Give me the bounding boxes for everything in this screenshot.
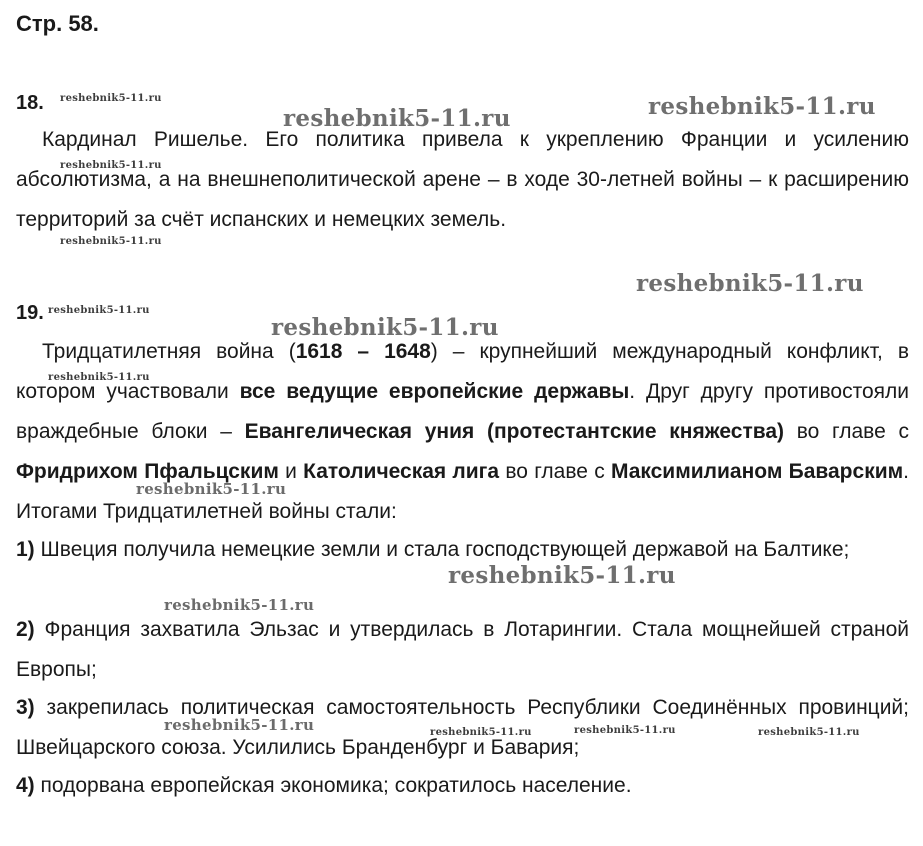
result-text-3: закрепилась политическая самостоятельность Республики Соединённых провинций; Швейцарского союза. Усилились Бранденбург и Бавария; [16, 696, 909, 759]
question-18-number: 18. [16, 92, 44, 114]
result-item-4 [16, 766, 909, 806]
result-text-4: подорвана европейская экономика; сократилось население. [34, 774, 632, 797]
watermark-medium: reshebnik5-11.ru [164, 716, 315, 734]
watermark-small: reshebnik5-11.ru [48, 372, 150, 383]
result-text-2: Франция захватила Эльзас и утвердилась в Лотарингии. Стала мощнейшей страной Европы; [16, 618, 909, 681]
intro-evangelical-union: Евангелическая уния (протестантские княжества) [244, 420, 785, 443]
watermark-medium: reshebnik5-11.ru [164, 596, 315, 614]
intro-text-2: ) – крупнейший международный конфликт, в котором участвовали [16, 340, 909, 403]
result-number-4: 4) [16, 774, 35, 797]
page-title: Стр. 58. [16, 11, 99, 36]
watermark-medium: reshebnik5-11.ru [136, 480, 287, 498]
question-19-number: 19. [16, 302, 44, 324]
watermark-small: reshebnik5-11.ru [758, 727, 860, 738]
result-text-1: Швеция получила немецкие земли и стала господствующей державой на Балтике; [34, 538, 850, 561]
result-number-1: 1) [16, 538, 35, 561]
result-number-2: 2) [16, 618, 35, 641]
intro-text-3: . Друг другу противостояли враждебные блоки – [16, 380, 909, 443]
question-19-intro [16, 332, 909, 532]
watermark-small: reshebnik5-11.ru [574, 725, 676, 736]
watermark-small: reshebnik5-11.ru [60, 236, 162, 247]
question-18-answer: Кардинал Ришелье. Его политика привела к укреплению Франции и усилению абсолютизма, а на внешнеполитической арене – в ходе 30-летней войны – к расширению территорий за счёт испанских и немецких земель. [16, 128, 909, 231]
result-item-2 [16, 610, 909, 690]
intro-text-4: во главе с [784, 420, 909, 443]
watermark-large: reshebnik5-11.ru [283, 105, 511, 132]
intro-text-6: во главе с [499, 460, 611, 483]
intro-frederick: Фридрихом Пфальцским [16, 460, 279, 483]
result-number-3: 3) [16, 696, 35, 719]
watermark-small: reshebnik5-11.ru [60, 93, 162, 104]
intro-text-7: . Итогами Тридцатилетней войны стали: [16, 460, 909, 523]
watermark-large: reshebnik5-11.ru [648, 93, 876, 120]
intro-catholic-league: Католическая лига [303, 460, 500, 483]
watermark-large: reshebnik5-11.ru [448, 562, 676, 589]
watermark-large: reshebnik5-11.ru [271, 314, 499, 341]
intro-text-1: Тридцатилетняя война ( [42, 340, 296, 363]
watermark-small: reshebnik5-11.ru [48, 305, 150, 316]
watermark-large: reshebnik5-11.ru [636, 270, 864, 297]
result-item-1 [16, 530, 909, 570]
intro-leading-powers: все ведущие европейские державы [239, 380, 630, 403]
intro-maximilian: Максимилианом Баварским [610, 460, 904, 483]
result-item-3 [16, 688, 909, 768]
intro-dates: 1618 – 1648 [295, 340, 431, 363]
intro-text-5: и [278, 460, 304, 483]
watermark-small: reshebnik5-11.ru [60, 160, 162, 171]
watermark-small: reshebnik5-11.ru [430, 727, 532, 738]
